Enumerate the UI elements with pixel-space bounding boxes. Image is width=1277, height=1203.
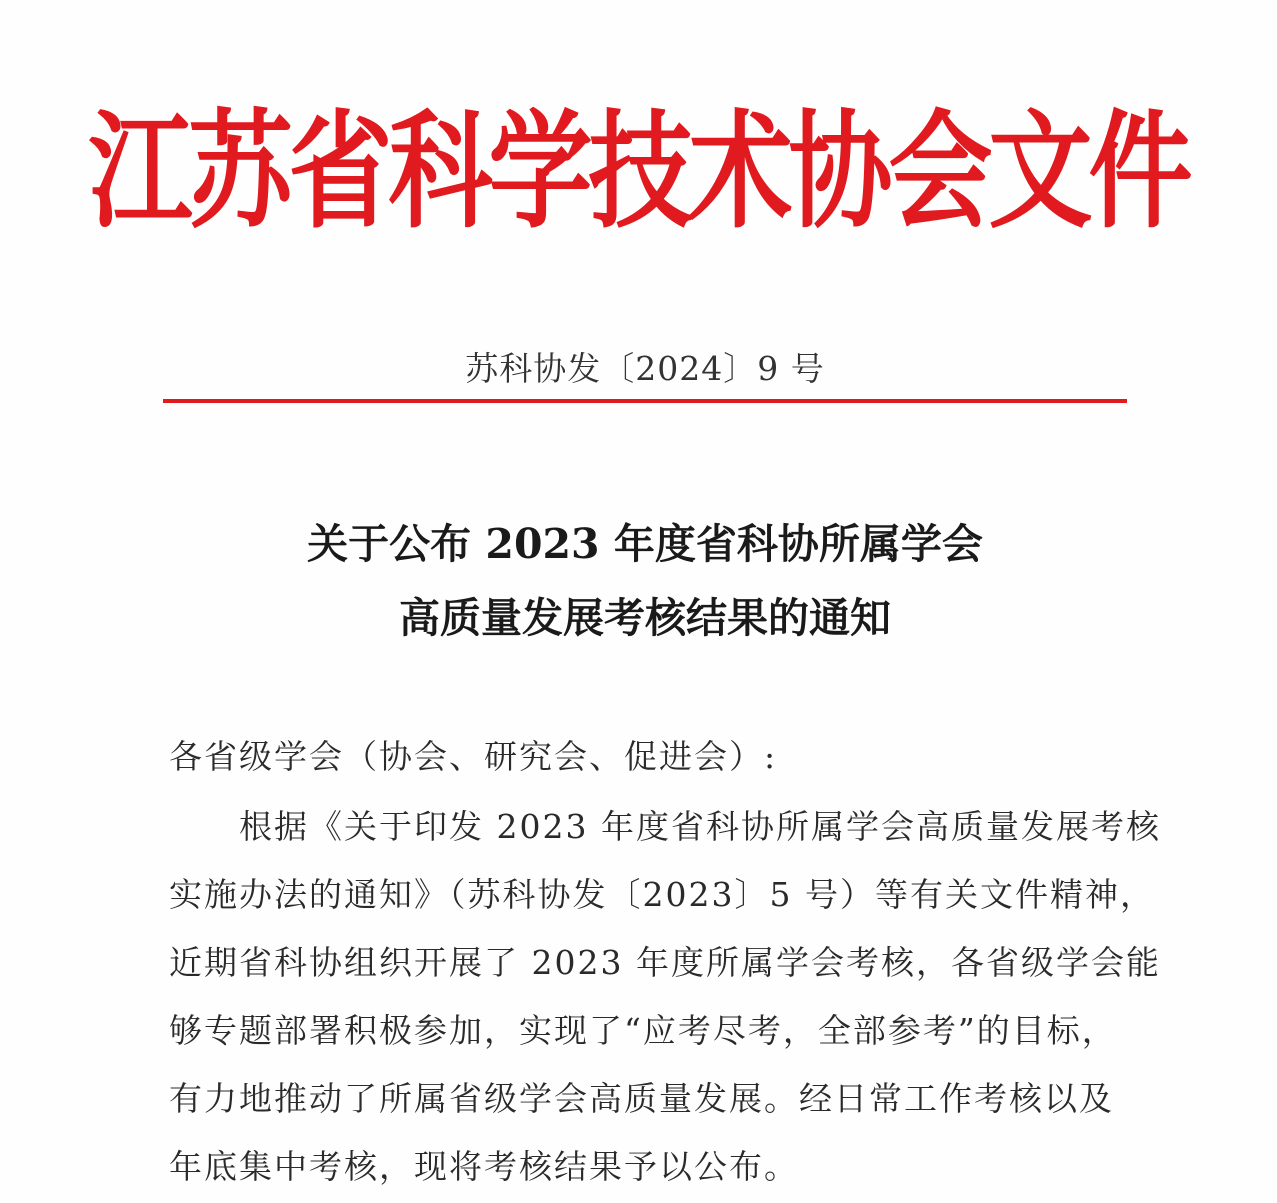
- body-line: 年底集中考核，现将考核结果予以公布。: [169, 1147, 799, 1186]
- notice-title-line-2: 高质量发展考核结果的通知: [399, 594, 891, 642]
- body-line: 有力地推动了所属省级学会高质量发展。经日常工作考核以及: [169, 1079, 1114, 1118]
- body-line: 实施办法的通知》（苏科协发〔2023〕5 号）等有关文件精神，: [169, 875, 1155, 914]
- document-number: 苏科协发〔2024〕9 号: [465, 349, 825, 388]
- notice-title-line-1: 关于公布 2023 年度省科协所属学会: [307, 520, 983, 568]
- body-line: 近期省科协组织开展了 2023 年度所属学会考核，各省级学会能: [169, 943, 1161, 982]
- body-line: 够专题部署积极参加，实现了“应考尽考，全部参考”的目标，: [169, 1011, 1117, 1050]
- body-line: 根据《关于印发 2023 年度省科协所属学会高质量发展考核: [239, 807, 1161, 846]
- red-divider-line: [163, 399, 1127, 403]
- salutation: 各省级学会（协会、研究会、促进会）:: [169, 737, 778, 776]
- masthead-title: 江苏省科学技术协会文件: [88, 97, 1189, 246]
